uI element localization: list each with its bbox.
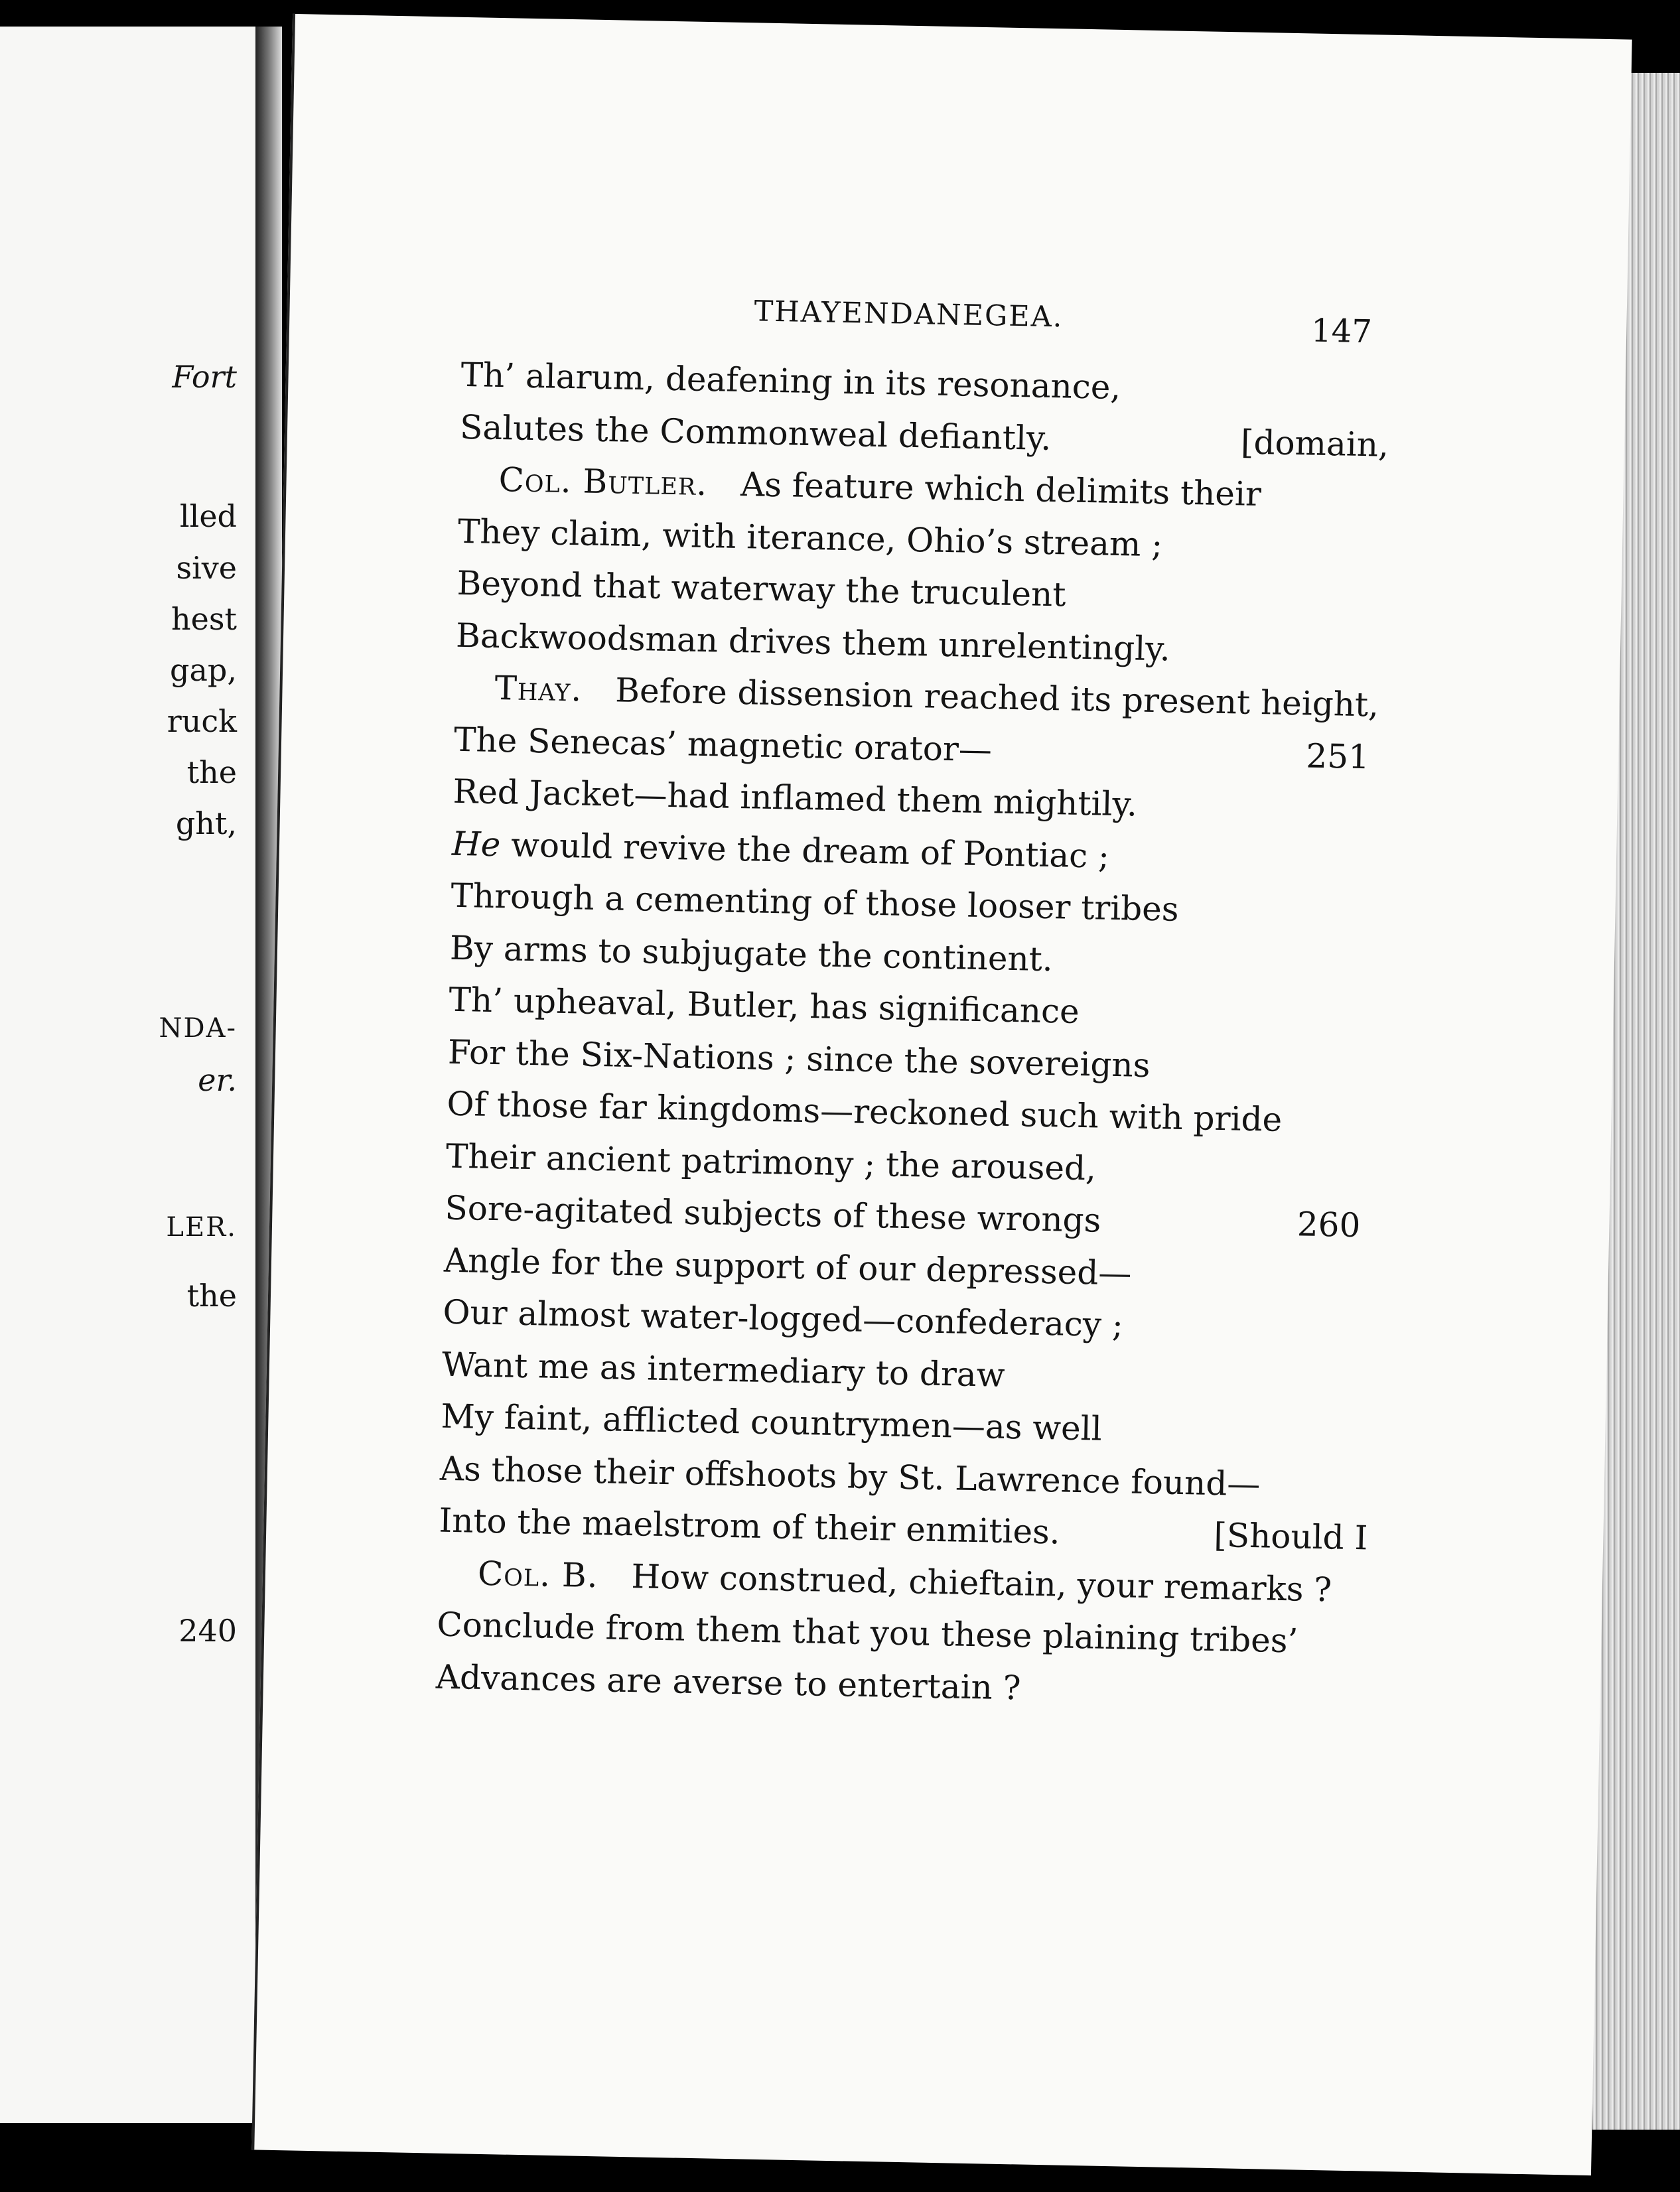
line-text: For the Six-Nations ; since the sovereigns [447, 1032, 1151, 1085]
left-fragment: the [186, 754, 237, 790]
speaker-name: Thay. [494, 668, 583, 709]
left-fragment: ght, [175, 805, 237, 841]
verse-block [435, 349, 1389, 1720]
line-text: Of those far kingdoms—reckoned such with pride [447, 1084, 1283, 1139]
line-text: Red Jacket—had inflamed them mightily. [453, 772, 1138, 824]
page-number: 147 [1310, 312, 1373, 351]
line-text: Our almost water-logged—confederacy ; [443, 1292, 1124, 1345]
line-text: Want me as intermediary to draw [441, 1345, 1006, 1395]
left-fragment: the [186, 1278, 237, 1314]
line-text: Th’ alarum, deafening in its resonance, [460, 355, 1121, 407]
line-text: By arms to subjugate the continent. [449, 928, 1054, 979]
line-text: My faint, afflicted countrymen—as well [441, 1397, 1103, 1448]
line-text: The Senecas’ magnetic orator— [453, 720, 993, 769]
line-text: Before dissension reached its present height, [614, 671, 1379, 724]
left-fragment: Fort [172, 359, 237, 395]
left-fragment: gap, [170, 652, 237, 688]
left-fragment: 240 [178, 1613, 237, 1649]
left-fragment: ruck [167, 703, 237, 739]
line-text: Advances are averse to entertain ? [435, 1657, 1022, 1707]
line-text: Through a cementing of those looser tribes [451, 876, 1180, 929]
turnover-word: [domain, [1240, 422, 1389, 464]
emphasis: He [451, 824, 501, 864]
line-number: 251 [1305, 736, 1370, 776]
left-fragment: er. [198, 1062, 237, 1098]
line-text: As feature which delimits their [740, 465, 1262, 514]
left-page [0, 27, 259, 2123]
line-text: As those their offshoots by St. Lawrence found— [439, 1449, 1261, 1503]
line-text: Th’ upheaval, Butler, has significance [449, 980, 1080, 1031]
line-text: would revive the dream of Pontiac ; [510, 825, 1110, 876]
line-text: Backwoodsman drives them unrelentingly. [455, 616, 1171, 668]
left-fragment: lled [179, 498, 237, 534]
line-text: Conclude from them that you these plaining tribes’ [436, 1605, 1298, 1661]
line-text: Beyond that waterway the truculent [456, 563, 1066, 614]
line-text: Salutes the Commonweal defiantly. [459, 407, 1052, 458]
line-text: Into the maelstrom of their enmities. [438, 1501, 1061, 1552]
running-head: THAYENDANEGEA. [754, 295, 1064, 334]
line-text: Their ancient patrimony ; the aroused, [445, 1136, 1097, 1188]
left-fragment: NDA- [159, 1013, 237, 1044]
line-text: They claim, with iterance, Ohio’s stream ; [457, 512, 1163, 564]
left-fragment: hest [171, 601, 237, 637]
line-number: 260 [1296, 1205, 1361, 1245]
line-text: How construed, chieftain, your remarks ? [631, 1556, 1332, 1609]
speaker-name: Col. Butler. [498, 460, 708, 504]
left-fragment: LER. [166, 1212, 237, 1243]
turnover-word: [Should I [1213, 1515, 1368, 1558]
left-fragment: sive [176, 550, 237, 586]
right-page [251, 14, 1632, 2175]
line-text: Angle for the support of our depressed— [443, 1241, 1132, 1293]
line-text: Sore-agitated subjects of these wrongs [445, 1188, 1101, 1240]
speaker-name: Col. B. [477, 1554, 599, 1595]
